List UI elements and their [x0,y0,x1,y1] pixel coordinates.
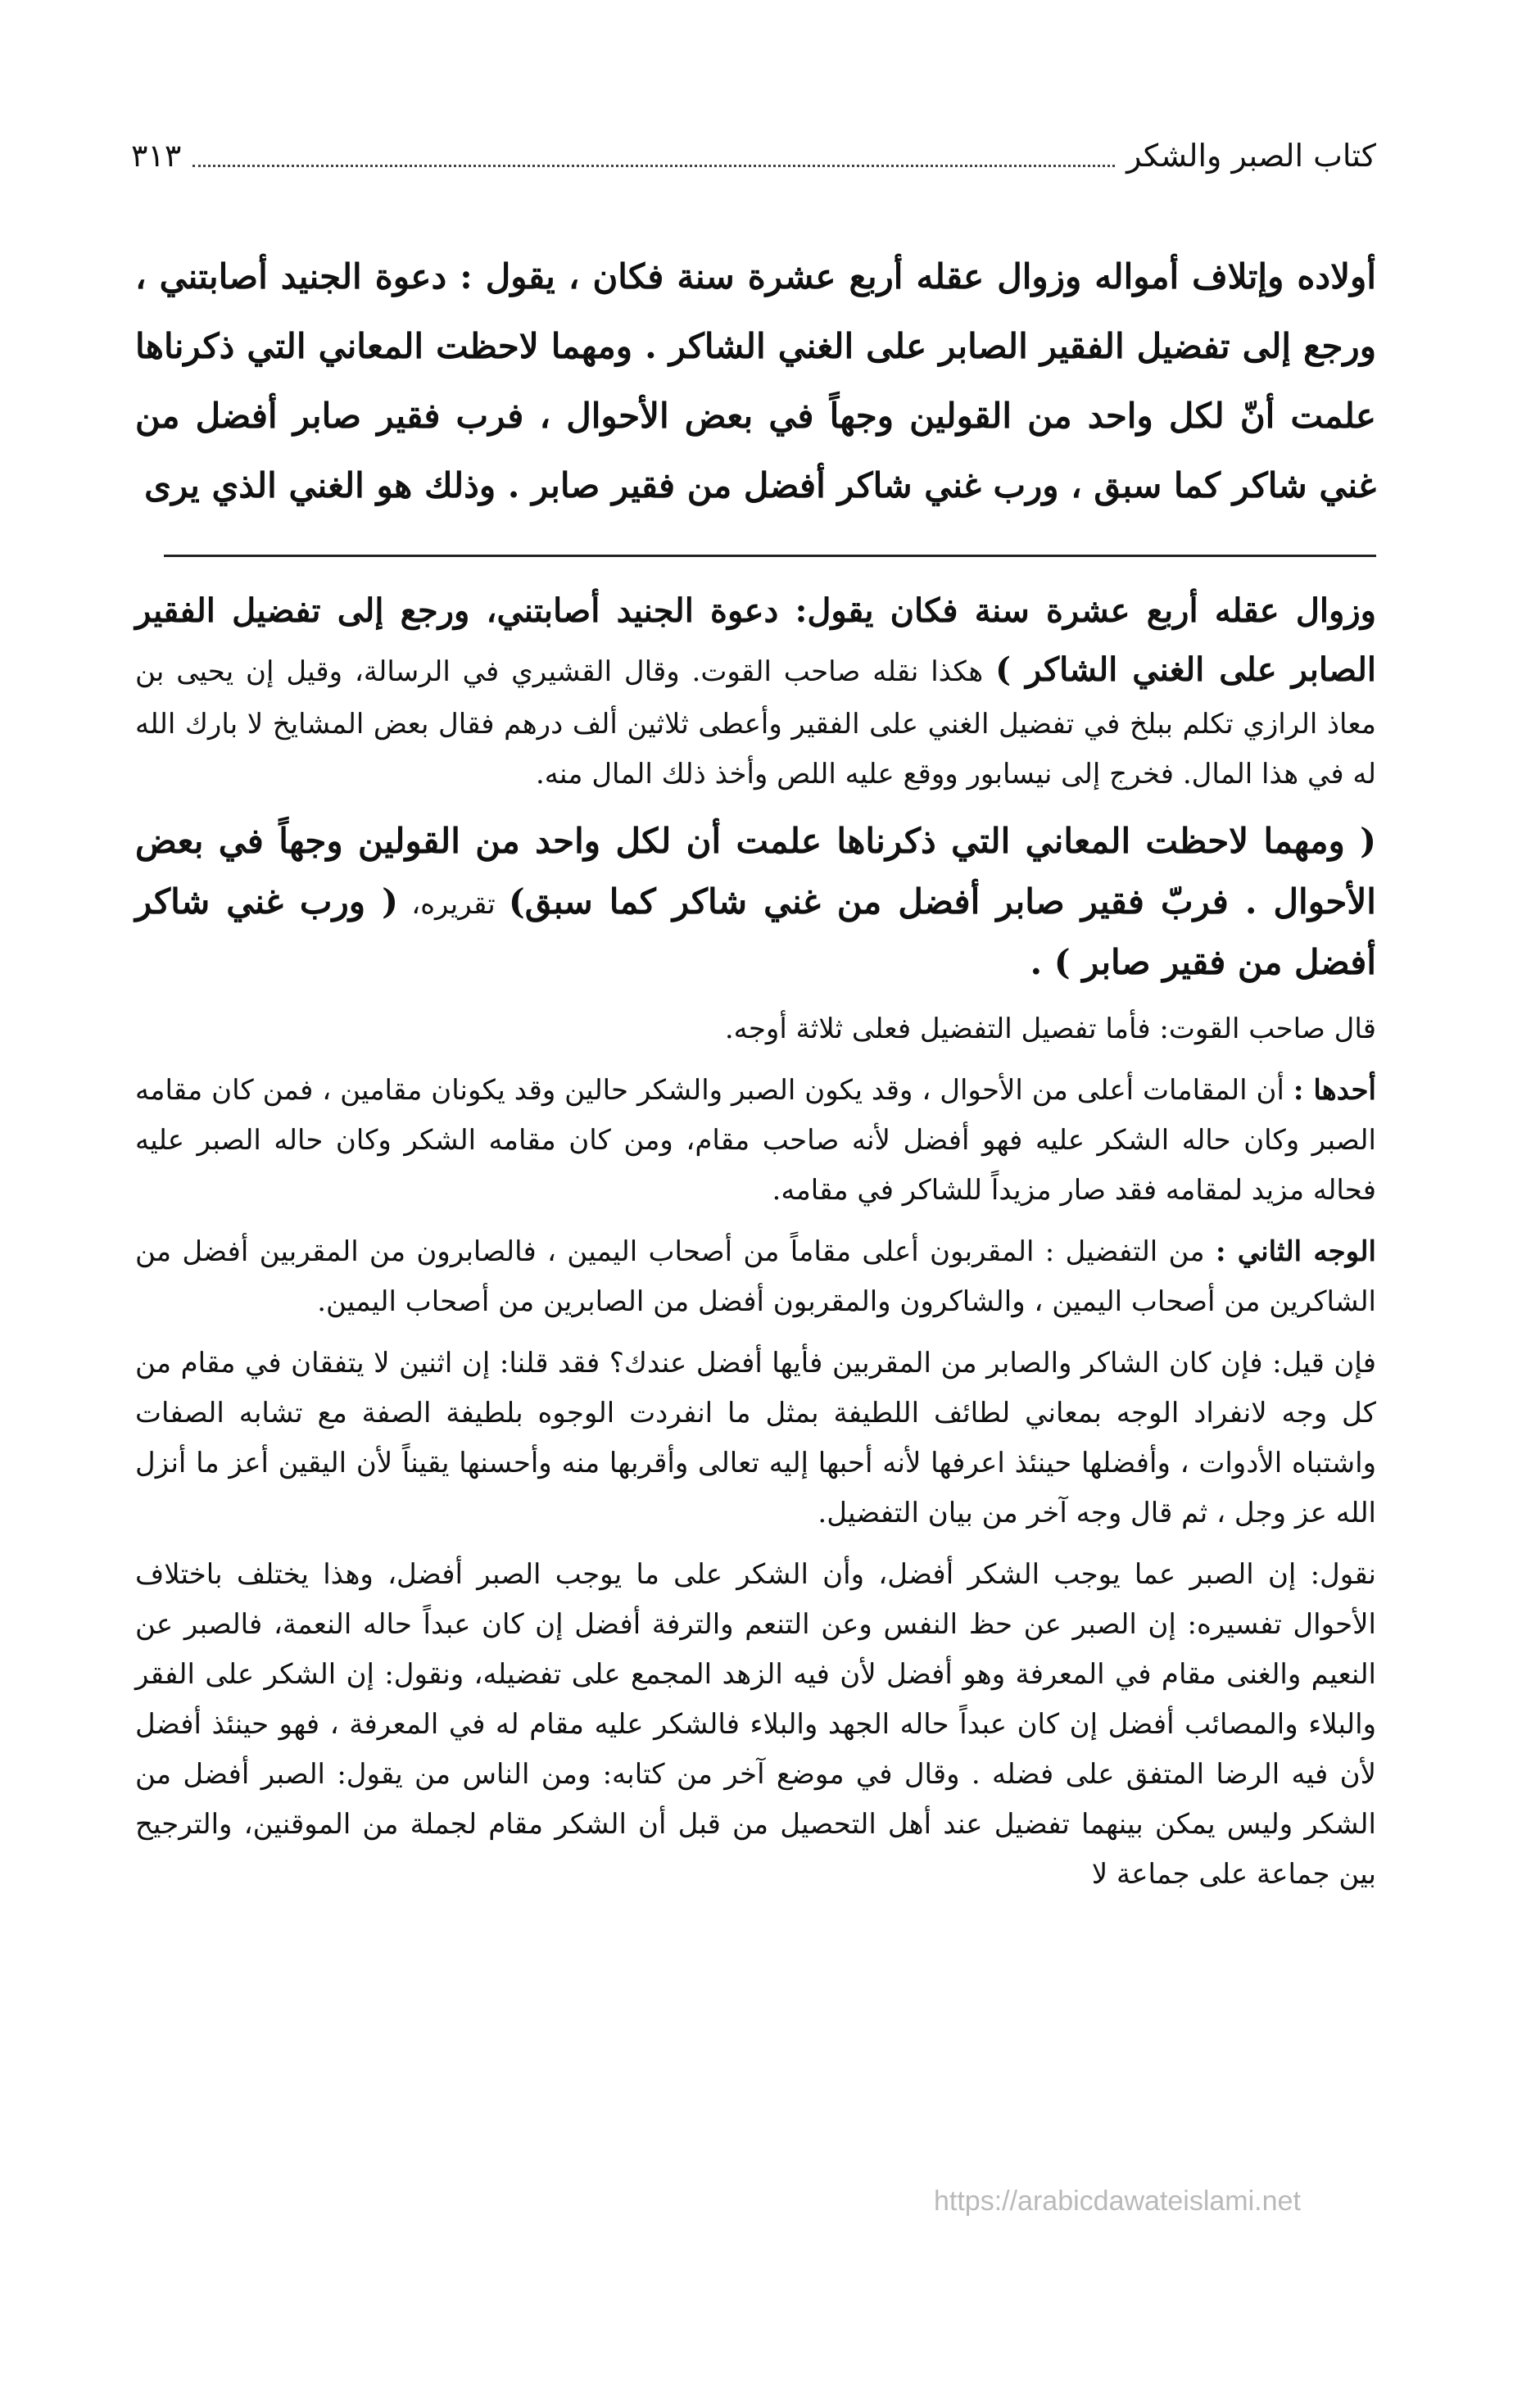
commentary-paragraph-5 [135,1227,1376,1327]
commentary-paragraph-6: فإن قيل: فإن كان الشاكر والصابر من المقربين فأيها أفضل عندك؟ فقد قلنا: إن اثنين لا يتفقان في مقام من كل وجه لانفراد الوجه بمعاني لطائف اللطيفة بمثل ما انفردت الوجوه بلطيفة الصفة مع تشابه الصفات واشتباه الأدوات ، وأفضلها حينئذ اعرفها لأنه أحبها إليه تعالى وأقربها منه وأحسنها يقيناً لأن اليقين أعز ما أنزل الله عز وجل ، ثم قال وجه آخر من بيان التفضيل. [135,1347,1376,1529]
commentary-paragraph-7: نقول: إن الصبر عما يوجب الشكر أفضل، وأن الشكر على ما يوجب الصبر أفضل، وهذا يختلف باختلاف الأحوال تفسيره: إن الصبر عن حظ النفس وعن التنعم والترفة أفضل إن كان عبداً حاله النعمة، فالصبر عن النعيم والغنى مقام في المعرفة وهو أفضل لأن فيه الزهد المجمع على تفضيله، ونقول: إن الشكر على الفقر والبلاء والمصائب أفضل إن كان عبداً حاله الجهد والبلاء فالشكر عليه مقام له في المعرفة ، فهو حينئذ أفضل لأن فيه الرضا المتفق على فضله . وقال في موضع آخر من كتابه: ومن الناس من يقول: الصبر أفضل من الشكر وليس يمكن بينهما تفضيل عند أهل التحصيل من قبل أن الشكر مقام لجملة من الموقنين، والترجيح بين جماعة على جماعة لا [135,1558,1376,1891]
page-number: ٣١٣ [131,138,182,174]
separator-line [164,555,1376,557]
main-paragraph: أولاده وإتلاف أمواله وزوال عقله أربع عشرة سنة فكان ، يقول : دعوة الجنيد أصابتني ، ورجع إلى تفضيل الفقير الصابر على الغني الشاكر . ومهما لاحظت المعاني التي ذكرناها علمت أنّ لكل واحد من القولين وجهاً في بعض الأحوال ، فرب فقير صابر أفضل من غني شاكر كما سبق ، ورب غني شاكر أفضل من فقير صابر . وذلك هو الغني الذي يرى [135,256,1376,505]
quoted-text: ( ورب غني شاكر أفضل من فقير صابر ) . [135,881,1376,982]
chapter-title: كتاب الصبر والشكر [1126,138,1376,174]
quoted-text: وزوال عقله أربع عشرة سنة فكان يقول: دعوة الجنيد أصابتني، ورجع إلى تفضيل الفقير الصابر على الغني الشاكر ) [135,591,1377,689]
commentary-text: هكذا نقله صاحب القوت. وقال القشيري في الرسالة، وقيل إن يحيى بن معاذ الرازي تكلم ببلخ في تفضيل الغني على الفقير وأعطى ثلاثين ألف درهم فقال بعض المشايخ لا بارك الله له في هذا المال. فخرج إلى نيسابور ووقع عليه اللص وأخذ ذلك المال منه. [135,655,1376,791]
quoted-text: ( ومهما لاحظت المعاني التي ذكرناها علمت أن لكل واحد من القولين وجهاً في بعض الأحوال . فربّ فقير صابر أفضل من غني شاكر كما سبق) [135,821,1376,922]
commentary-paragraph-3: قال صاحب القوت: فأما تفصيل التفضيل فعلى ثلاثة أوجه. [724,1013,1376,1045]
watermark-url: https://arabicdawateislami.net [934,2186,1301,2217]
commentary-paragraph-1 [135,582,1376,800]
commentary-paragraph-2 [135,811,1376,993]
paragraph-lead: أحدها : [1293,1074,1376,1107]
paragraph-lead: الوجه الثاني : [1215,1235,1376,1268]
commentary-text: من التفضيل : المقربون أعلى مقاماً من أصحاب اليمين ، فالصابرون من المقربين أفضل من الشاكرين من أصحاب اليمين ، والشاكرون والمقربون أفضل من الصابرين من أصحاب اليمين. [135,1235,1376,1318]
commentary-text: تقريره، [411,888,496,921]
running-header [131,131,1376,180]
commentary-text: أن المقامات أعلى من الأحوال ، وقد يكون الصبر والشكر حالين وقد يكونان مقامين ، فمن كان مقامه الصبر وكان حاله الشكر عليه فهو أفضل لأنه صاحب مقام، ومن كان مقامه الشكر وكان حاله الصبر عليه فحاله مزيد لمقامه فقد صار مزيداً للشاكر في مقامه. [135,1074,1376,1207]
commentary-block [135,582,1376,1906]
dotted-leader [192,165,1115,167]
main-text-block [135,242,1376,520]
commentary-paragraph-4 [135,1066,1376,1216]
